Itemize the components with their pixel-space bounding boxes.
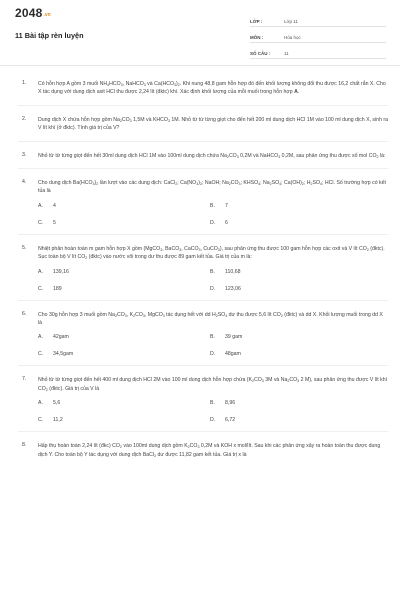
answer-option[interactable] bbox=[38, 286, 210, 292]
option-letter: C. bbox=[38, 417, 44, 424]
option-text: 6,72 bbox=[225, 417, 236, 424]
info-label: LỚP : bbox=[250, 19, 263, 24]
question-number: 8. bbox=[22, 442, 27, 449]
site-logo[interactable] bbox=[15, 6, 51, 20]
info-label: MÔN : bbox=[250, 35, 264, 40]
question-number: 6. bbox=[22, 310, 27, 317]
question-item bbox=[18, 311, 388, 367]
option-text: 5 bbox=[53, 219, 56, 226]
option-text: 123,06 bbox=[225, 285, 241, 292]
option-text: 110,68 bbox=[225, 268, 241, 275]
question-divider bbox=[18, 300, 388, 301]
question-number: 4. bbox=[22, 179, 27, 186]
question-text: Nhỏ từ từ từng giọt đến hết 400 ml dung dịch HCl 2M vào 100 ml dung dịch hỗn hợp chứa ($K_2CO_3$ 3M và $Na_2CO_3$ 2 M), sau phản ứng thu được V lít khí $CO_2$ (đktc). Giá trị của V là bbox=[38, 377, 388, 392]
option-text: 189 bbox=[53, 285, 62, 292]
answer-option[interactable] bbox=[210, 269, 382, 275]
option-letter: C. bbox=[38, 219, 44, 226]
answer-option[interactable] bbox=[38, 417, 210, 423]
answer-option[interactable] bbox=[210, 334, 382, 340]
option-text: 139,16 bbox=[53, 268, 69, 275]
question-text: Hấp thụ hoàn toàn 2,24 lít (đkc) $CO_2$ vào 100ml dung dịch gồm $K_2CO_3$ 0,2M và KOH x mol/lít. Sau khi các phản ứng xảy ra hoàn toàn thu được dung dịch Y. Cho toàn bộ Y tác dụng với dung dịch BaCl$_2$ dư được 11,82 gam kết tủa. Giá trị x là bbox=[38, 443, 381, 458]
option-letter: A. bbox=[38, 202, 43, 209]
question-number: 7. bbox=[22, 376, 27, 383]
question-number: 1. bbox=[22, 80, 27, 86]
logo-number: 2048 bbox=[15, 6, 43, 20]
question-text: Nhiệt phân hoàn toàn m gam hỗn hợp X gồm (MgCO$_3$, BaCO$_3$, CaCO$_3$, CuCO$_3$), sau phản ứng thu được 100 gam hỗn hợp các oxit và V lít $CO_2$ (đktc). Sục toàn bộ V lít $CO_2$ (đktc) vào nước vôi trong dư thu được 89 gam kết tủa. Giá trị của m là: bbox=[38, 245, 385, 261]
question-divider bbox=[18, 141, 388, 142]
answer-option[interactable] bbox=[210, 286, 382, 292]
option-letter: B. bbox=[210, 202, 215, 209]
question-text: Nhỏ từ từ từng giọt đến hết 30ml dung dịch HCl 1M vào 100ml dung dịch chứa $Na_2CO_3$ 0,2M và NaHCO$_3$ 0,2M, sau phản ứng thu được số mol $CO_2$ là: bbox=[38, 152, 386, 159]
answer-option[interactable] bbox=[38, 220, 210, 226]
question-divider bbox=[18, 234, 388, 235]
answer-option[interactable] bbox=[210, 351, 382, 357]
page-title: 11 Bài tập rèn luyện bbox=[15, 31, 84, 40]
answer-options bbox=[38, 334, 388, 357]
answer-option[interactable] bbox=[210, 220, 382, 226]
info-label: SỐ CÂU : bbox=[250, 51, 271, 56]
answer-option[interactable] bbox=[210, 400, 382, 406]
question-list bbox=[18, 80, 388, 469]
question-number: 5. bbox=[22, 244, 27, 251]
option-text: 11,2 bbox=[53, 417, 63, 424]
option-text: 7 bbox=[225, 202, 228, 209]
option-text: 48gam bbox=[225, 351, 241, 358]
answer-option[interactable] bbox=[38, 203, 210, 209]
page-header bbox=[0, 0, 400, 60]
info-row-class bbox=[250, 14, 386, 27]
answer-option[interactable] bbox=[210, 417, 382, 423]
question-item bbox=[18, 245, 388, 301]
option-text: 4 bbox=[53, 202, 56, 209]
option-letter: B. bbox=[210, 334, 215, 341]
question-item bbox=[18, 376, 388, 432]
option-letter: D. bbox=[210, 417, 216, 424]
question-text: Dung dịch X chứa hỗn hợp gồm $Na_2CO_3$ 1,5M và $KHCO_3$ 1M. Nhỏ từ từ từng giọt cho đến hết 200 ml dung dịch HCl 1M vào 100 ml dung dịch X, sinh ra V lít khí (ở đktc). Tính giá trị của V? bbox=[38, 116, 389, 132]
answer-option[interactable] bbox=[210, 203, 382, 209]
option-letter: A. bbox=[38, 400, 43, 407]
answer-options bbox=[38, 269, 388, 292]
question-divider bbox=[18, 431, 388, 432]
option-letter: C. bbox=[38, 351, 44, 358]
info-value: 11 bbox=[284, 51, 289, 56]
option-letter: D. bbox=[210, 351, 216, 358]
option-text: 39 gam bbox=[225, 334, 243, 341]
option-letter: B. bbox=[210, 400, 215, 407]
question-divider bbox=[18, 365, 388, 366]
answer-option[interactable] bbox=[38, 334, 210, 340]
logo-suffix: .vn bbox=[43, 12, 51, 18]
option-text: 6 bbox=[225, 219, 228, 226]
info-value: Lớp 11 bbox=[284, 19, 298, 24]
question-divider bbox=[18, 168, 388, 169]
question-number: 2. bbox=[22, 115, 27, 122]
answer-options bbox=[38, 400, 388, 423]
info-panel bbox=[250, 14, 386, 62]
info-row-subject bbox=[250, 30, 386, 43]
option-letter: D. bbox=[210, 285, 216, 292]
option-text: 5,6 bbox=[53, 400, 61, 407]
question-item bbox=[18, 442, 388, 459]
info-value: Hóa học bbox=[284, 35, 301, 40]
question-text: Cho 30g hỗn hợp 3 muối gồm $Na_2CO_3$, $K_2CO_3$, MgCO$_3$ tác dụng hết với dd $H_2SO_4$ dư thu được 5,6 lít $CO_2$ (đktc) và dd X. Khối lượng muối trong dd X là bbox=[38, 311, 383, 327]
header-divider bbox=[0, 65, 400, 66]
question-text: Cho dung dịch $Ba(HCO_3)_2$ lần lượt vào các dung dịch: CaCl$_2$; $Ca(NO_3)_2$; NaOH; $Na_2CO_3$; $KHSO_4$; $Na_2SO_4$; $Ca(OH)_2$; $H_2SO_4$; HCl. Số trường hợp có kết tủa là bbox=[38, 180, 386, 195]
option-letter: A. bbox=[38, 334, 43, 341]
option-text: 42gam bbox=[53, 334, 69, 341]
question-number: 3. bbox=[22, 151, 27, 158]
question-item bbox=[18, 80, 388, 106]
question-item bbox=[18, 152, 388, 169]
info-row-count bbox=[250, 46, 386, 59]
answer-option[interactable] bbox=[38, 269, 210, 275]
answer-option[interactable] bbox=[38, 400, 210, 406]
question-text: Có hỗn hợp A gồm 3 muối $NH_4HCO_3$, NaHCO$_3$ và $Ca(HCO_3)_2$. Khi nung 48,8 gam hỗn hợp đó đến khối lượng không đổi thu được 16,2 chất rắn X. Cho X tác dụng với dung dịch axit HCl thu được 2,24 lít (đktc) khí. Xác định khối lượng của mỗi muối trong hỗn hợp A. bbox=[38, 81, 386, 96]
option-text: 8,96 bbox=[225, 400, 236, 407]
option-text: 34,5gam bbox=[53, 351, 74, 358]
question-divider bbox=[18, 105, 388, 106]
question-item bbox=[18, 179, 388, 235]
option-letter: D. bbox=[210, 219, 216, 226]
answer-options bbox=[38, 203, 388, 226]
question-item bbox=[18, 116, 388, 142]
option-letter: A. bbox=[38, 268, 43, 275]
option-letter: B. bbox=[210, 268, 215, 275]
answer-option[interactable] bbox=[38, 351, 210, 357]
option-letter: C. bbox=[38, 285, 44, 292]
